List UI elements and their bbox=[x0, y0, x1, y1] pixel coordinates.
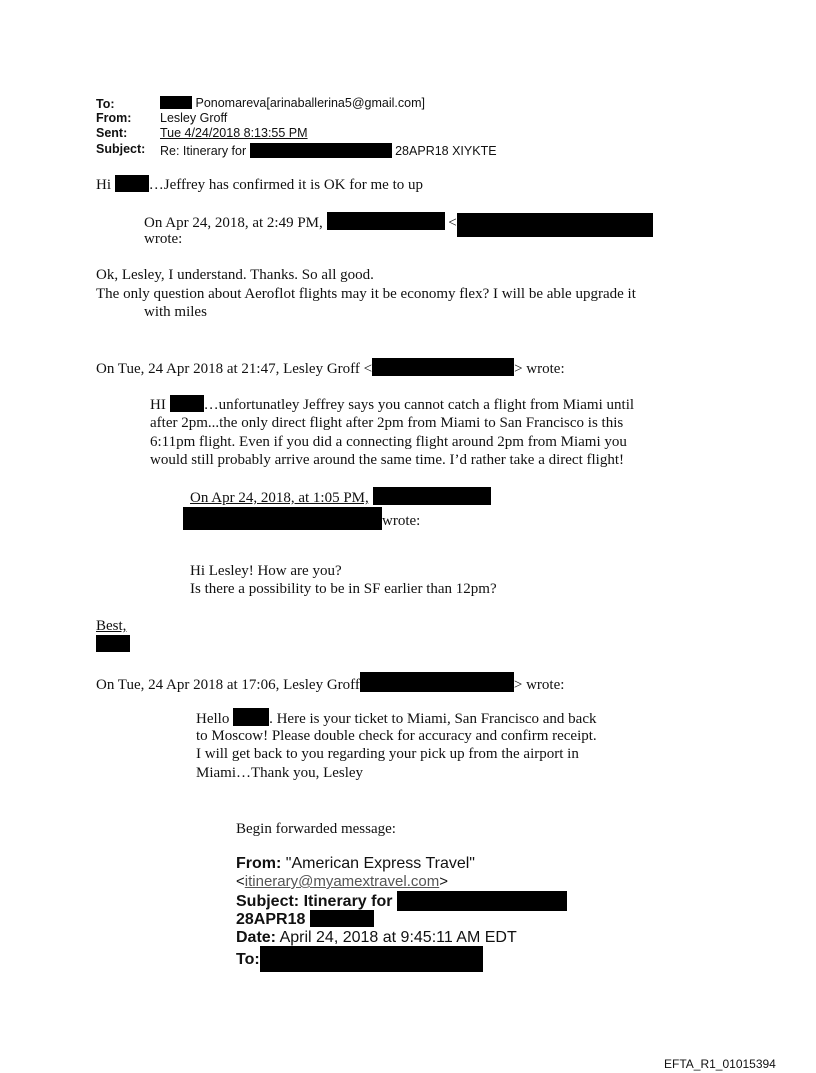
subject-label: Subject: bbox=[96, 142, 146, 156]
sent-label: Sent: bbox=[96, 126, 128, 140]
message-line: after 2pm...the only direct flight after 2pm from Miami to San Francisco is this bbox=[150, 415, 624, 431]
forwarded-subject-label: Subject: Itinerary for bbox=[236, 893, 393, 910]
forwarded-subject-date: 28APR18 bbox=[236, 911, 306, 928]
quote-intro: On Tue, 24 Apr 2018 at 21:47, Lesley Groff < bbox=[96, 361, 373, 377]
quote-header bbox=[144, 212, 653, 237]
forwarded-to bbox=[236, 946, 483, 972]
quote-wrote: wrote: bbox=[144, 231, 183, 247]
angle-bracket: < bbox=[236, 873, 245, 890]
document-id: EFTA_R1_01015394 bbox=[664, 1057, 776, 1071]
angle-bracket: < bbox=[448, 215, 457, 231]
reply-line: with miles bbox=[144, 304, 207, 320]
angle-bracket: > bbox=[439, 873, 448, 890]
redaction-block bbox=[397, 891, 567, 911]
redaction-block bbox=[183, 507, 382, 530]
forwarded-from bbox=[236, 855, 475, 872]
quote-wrote: wrote: bbox=[382, 513, 421, 529]
greeting: HI bbox=[150, 397, 166, 413]
quote-wrote-line bbox=[183, 507, 420, 530]
message-line bbox=[196, 708, 597, 728]
message-line bbox=[150, 395, 634, 414]
reply-line: The only question about Aeroflot flights may it be economy flex? I will be able upgrade it bbox=[96, 286, 636, 302]
sent-value: Tue 4/24/2018 8:13:55 PM bbox=[160, 126, 308, 140]
forwarded-from-label: From: bbox=[236, 855, 282, 872]
forwarded-date-value: April 24, 2018 at 9:45:11 AM EDT bbox=[279, 929, 517, 946]
message-line: to Moscow! Please double check for accuracy and confirm receipt. bbox=[196, 728, 597, 744]
message-line: would still probably arrive around the same time. I’d rather take a direct flight! bbox=[150, 452, 625, 468]
quote-intro: On Tue, 24 Apr 2018 at 17:06, Lesley Groff bbox=[96, 677, 360, 693]
redaction-block bbox=[360, 672, 514, 692]
message-line bbox=[96, 175, 423, 194]
to-label: To: bbox=[96, 97, 115, 111]
redaction-block bbox=[372, 358, 514, 376]
message-line: Hi Lesley! How are you? bbox=[190, 563, 342, 579]
subject-suffix: 28APR18 XIYKTE bbox=[395, 144, 497, 158]
quote-header bbox=[190, 487, 491, 507]
from-value: Lesley Groff bbox=[160, 111, 228, 125]
quote-header bbox=[96, 358, 565, 378]
quote-intro: On Apr 24, 2018, at 1:05 PM, bbox=[190, 490, 369, 506]
redaction-block bbox=[96, 635, 130, 652]
message-line: I will get back to you regarding your pick up from the airport in bbox=[196, 746, 579, 762]
forwarded-from-value: "American Express Travel" bbox=[285, 855, 475, 872]
quote-wrote: > wrote: bbox=[513, 677, 565, 693]
greeting: Hello bbox=[196, 711, 230, 727]
message-line: 6:11pm flight. Even if you did a connecting flight around 2pm from Miami you bbox=[150, 434, 627, 450]
redaction-block bbox=[310, 910, 374, 927]
redaction-block bbox=[327, 212, 445, 230]
redaction-block bbox=[170, 395, 204, 412]
forwarded-email bbox=[236, 873, 448, 890]
quote-header bbox=[96, 672, 564, 694]
redaction-block bbox=[373, 487, 491, 505]
forwarded-intro: Begin forwarded message: bbox=[236, 821, 396, 837]
message-text: …unfortunatley Jeffrey says you cannot catch a flight from Miami until bbox=[203, 397, 635, 413]
quote-intro: On Apr 24, 2018, at 2:49 PM, bbox=[144, 215, 323, 231]
redaction-block bbox=[233, 708, 269, 726]
subject-value bbox=[160, 143, 497, 158]
greeting: Hi bbox=[96, 177, 111, 193]
redaction-block bbox=[457, 213, 653, 237]
subject-prefix: Re: Itinerary for bbox=[160, 144, 247, 158]
redaction-block bbox=[160, 96, 192, 109]
reply-line: Ok, Lesley, I understand. Thanks. So all good. bbox=[96, 267, 374, 283]
redaction-block bbox=[260, 946, 483, 972]
from-label: From: bbox=[96, 111, 132, 125]
to-value bbox=[160, 96, 425, 110]
forwarded-to-label: To: bbox=[236, 951, 260, 968]
to-email: Ponomareva[arinaballerina5@gmail.com] bbox=[195, 96, 425, 110]
redaction-block bbox=[250, 143, 392, 158]
forwarded-date-label: Date: bbox=[236, 929, 277, 946]
message-line: Is there a possibility to be in SF earlier than 12pm? bbox=[190, 581, 497, 597]
forwarded-subject bbox=[236, 891, 567, 911]
quote-wrote: > wrote: bbox=[514, 361, 565, 377]
forwarded-date bbox=[236, 929, 517, 946]
signoff-best: Best, bbox=[96, 618, 127, 634]
message-text: . Here is your ticket to Miami, San Francisco and back bbox=[269, 711, 597, 727]
message-line: Miami…Thank you, Lesley bbox=[196, 765, 364, 781]
email-link[interactable]: itinerary@myamextravel.com bbox=[244, 873, 440, 890]
forwarded-subject-line2 bbox=[236, 910, 374, 928]
redaction-block bbox=[115, 175, 149, 192]
message-text: …Jeffrey has confirmed it is OK for me to up bbox=[148, 177, 423, 193]
